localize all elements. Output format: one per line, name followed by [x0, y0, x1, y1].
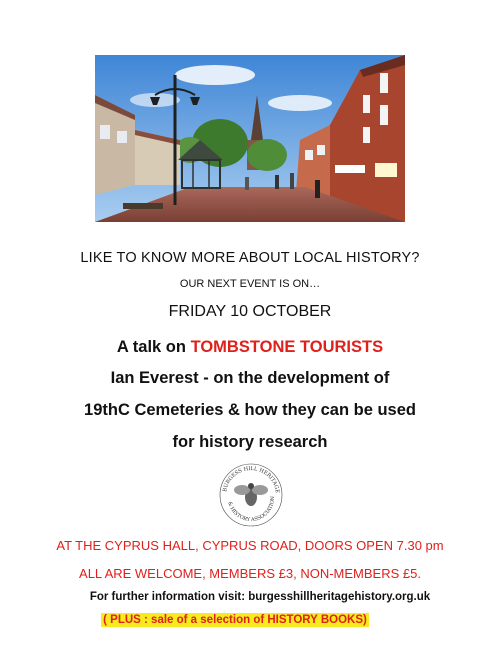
headline: LIKE TO KNOW MORE ABOUT LOCAL HISTORY? [80, 250, 420, 266]
talk-prefix: A talk on [116, 338, 186, 356]
association-logo [218, 462, 284, 528]
admission-line: ALL ARE WELCOME, MEMBERS £3, NON-MEMBERS £5. [79, 566, 421, 581]
speaker-line: Ian Everest - on the development of [110, 369, 390, 387]
plus-note: ( PLUS : sale of a selection of HISTORY BOOKS) [103, 614, 367, 626]
logo-text-bottom: & HISTORY ASSOCIATION [226, 496, 277, 524]
venue-line: AT THE CYPRUS HALL, CYPRUS ROAD, DOORS OPEN 7.30 pm [56, 538, 444, 553]
topic-line-2: for history research [172, 433, 328, 451]
next-event-label: OUR NEXT EVENT IS ON… [179, 278, 321, 290]
topic-line-1: 19thC Cemeteries & how they can be used [84, 401, 416, 419]
plus-line [0, 614, 485, 626]
event-date: FRIDAY 10 OCTOBER [168, 303, 332, 320]
info-line: For further information visit: burgesshillheritagehistory.org.uk [89, 591, 431, 603]
talk-line [0, 338, 500, 357]
talk-title: TOMBSTONE TOURISTS [190, 338, 384, 356]
logo-text-top: BURGESS HILL HERITAGE [222, 465, 280, 494]
street-scene-photo [95, 55, 405, 222]
